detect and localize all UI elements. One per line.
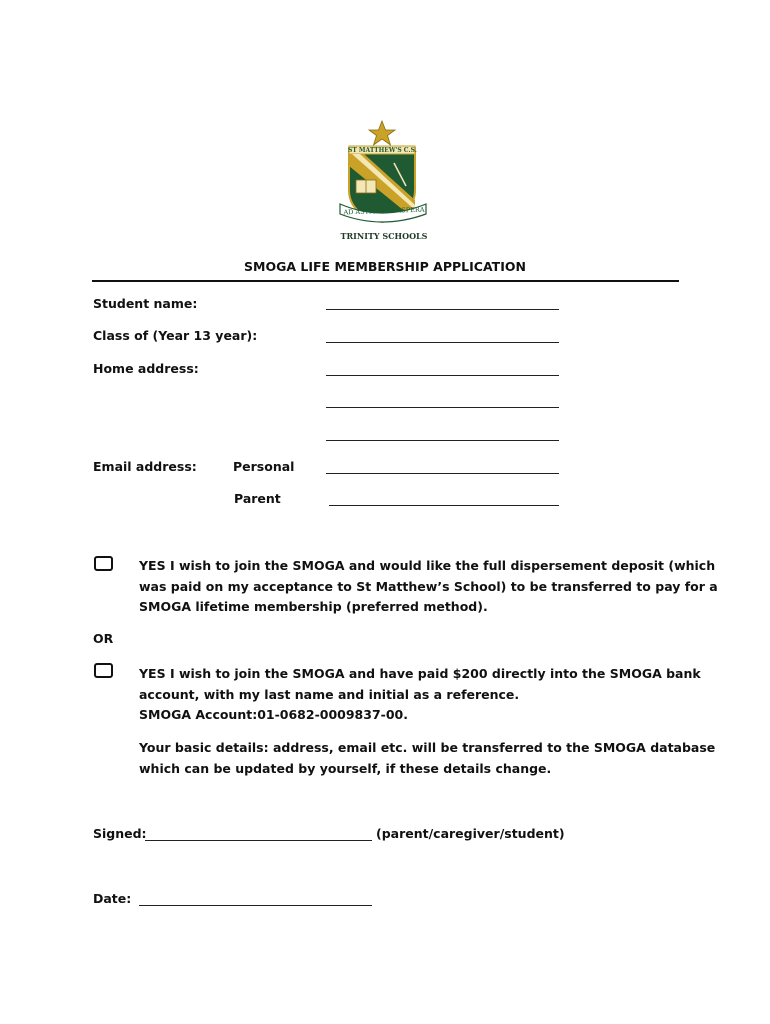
crest-motto: AD ASTRA PER ASPERA xyxy=(343,205,425,217)
details-line: Your basic details: address, email etc. will be transferred to the SMOGA database xyxy=(139,740,716,755)
crest-caption: TRINITY SCHOOLS xyxy=(340,231,428,241)
student-name-field[interactable] xyxy=(326,309,559,310)
personal-email-field[interactable] xyxy=(326,473,559,474)
option1-line: SMOGA lifetime membership (preferred method). xyxy=(139,599,488,614)
signed-suffix: (parent/caregiver/student) xyxy=(376,826,565,841)
school-crest-logo xyxy=(334,118,434,244)
date-label: Date: xyxy=(93,891,132,906)
student-name-label: Student name: xyxy=(93,296,198,311)
details-text xyxy=(139,738,716,779)
option2-line: SMOGA Account:01-0682-0009837-00. xyxy=(139,707,408,722)
class-of-field[interactable] xyxy=(326,342,559,343)
option1-checkbox[interactable] xyxy=(94,556,113,571)
crest-banner-text: ST MATTHEW'S C.S. xyxy=(348,147,417,154)
parent-email-field[interactable] xyxy=(329,505,559,506)
option2-text xyxy=(139,664,699,726)
class-of-label: Class of (Year 13 year): xyxy=(93,328,258,343)
option2-line: account, with my last name and initial as a reference. xyxy=(139,686,520,702)
option1-line: was paid on my acceptance to St Matthew’s School) to be transferred to pay for a xyxy=(139,578,718,594)
signed-label: Signed: xyxy=(93,826,147,841)
home-address-field-2[interactable] xyxy=(326,407,559,408)
or-label: OR xyxy=(93,631,114,646)
title-divider xyxy=(92,280,679,282)
home-address-field-1[interactable] xyxy=(326,375,559,376)
form-title: SMOGA LIFE MEMBERSHIP APPLICATION xyxy=(244,259,526,274)
date-field[interactable] xyxy=(139,905,372,906)
option2-checkbox[interactable] xyxy=(94,663,113,678)
signature-field[interactable] xyxy=(145,840,372,841)
option1-text xyxy=(139,556,718,618)
home-address-field-3[interactable] xyxy=(326,440,559,441)
home-address-label: Home address: xyxy=(93,361,199,376)
details-line: which can be updated by yourself, if these details change. xyxy=(139,760,552,776)
option2-line: YES I wish to join the SMOGA and have paid $200 directly into the SMOGA bank xyxy=(139,666,701,681)
parent-email-label: Parent xyxy=(234,491,281,506)
email-address-label: Email address: xyxy=(93,459,197,474)
option1-line: YES I wish to join the SMOGA and would like the full dispersement deposit (which xyxy=(139,558,716,573)
personal-email-label: Personal xyxy=(233,459,295,474)
star-icon xyxy=(369,121,395,145)
